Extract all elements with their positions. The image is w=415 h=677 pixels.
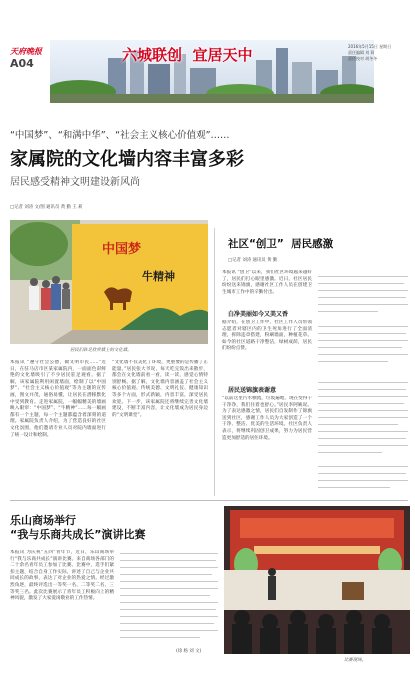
page-number: A04 — [10, 57, 34, 70]
bottom-photo-caption: 比赛现场。 — [344, 658, 366, 663]
designer-credit: 责任校对 胡冬冬 — [348, 56, 378, 61]
main-byline: □记者 刘涛 文/图 通讯员 黄 勤 王 莉 — [10, 205, 83, 210]
newspaper-logo: 天府晚报 — [10, 46, 42, 56]
section-separator — [10, 500, 408, 501]
side-subhead-2: 居民送锦旗表谢意 — [228, 387, 277, 394]
bottom-byline: (徐 杨 刘 文) — [176, 649, 202, 654]
wall-painting-text-2: 牛精神 — [142, 270, 175, 283]
photo-caption: 居民们驻足欣赏墙上的文化墙。 — [70, 348, 132, 353]
side-intro: 本报讯 “创卫”以来，我们社区环境越来越好了，居民们打心眼里感激。近日，社区居民纷纷送来锦旗，感谢社区工作人员在创建卫生城市工作中的辛勤付出。 — [222, 270, 312, 295]
speech-contest-photo — [224, 506, 410, 654]
side-subhead-1: 白净美丽如今又美又香 — [228, 311, 289, 318]
main-kicker: “中国梦”、“和满中华”、“社会主义核心价值观”…… — [10, 130, 230, 141]
section-title: 六城联创 宜居天中 — [122, 46, 253, 64]
main-body-right-column: “文化墙不仅美化了环境，更重要的是传播了正能量。”居民张大爷说，每天吃完饭出来散步，都会在文化墙前看一看，读一读，感觉心情特别舒畅。据了解，文化墙内容涵盖了社会主义核心价值观、传统美德、文明礼仪、健康知识等多个方面，形式新颖，内容丰富，深受居民欢迎。下一步，该家属院还将继续完善文化墙建设，不断丰富内容，让文化墙成为居民身边的“文明课堂”。 — [112, 360, 208, 418]
side-subsection-2-body: “以前这里污水横流，垃圾遍地，现在变得干干净净，我们住着也舒心。”居民李阿姨说。为了表达感激之情，居民们自发制作了锦旗送到社区，感谢工作人员为大家创造了一个干净、整洁、优美的生活环境。社区负责人表示，将继续巩固创卫成果，努力为居民营造更加舒适的居住环境。 — [222, 396, 312, 441]
side-byline: □记者 刘涛 通讯员 黄 勤 — [228, 258, 278, 263]
masthead — [0, 0, 415, 104]
main-headline: 家属院的文化墙内容丰富多彩 — [10, 149, 244, 170]
side-headline: 社区“创卫” 居民感激 — [228, 238, 334, 250]
bottom-headline-line-1: 乐山商场举行 — [10, 514, 76, 527]
side-subsection-1-body: 据介绍，在创卫工作中，社区工作人员带领志愿者对辖区内的卫生死角进行了全面清理，拆除违章搭建，粉刷墙面，种植花草。如今的社区道路干净整洁，绿树成荫，居民们纷纷点赞。 — [222, 320, 312, 352]
bottom-headline-line-2: “我与乐商共成长”演讲比赛 — [10, 528, 146, 541]
editor-credit: 责任编辑 刘 莉 — [348, 50, 375, 55]
bottom-body-column-2 — [120, 550, 218, 660]
main-body-left-column: 本报讯 “遵守社会公德，做文明市民……”近日，在驻马店市区某家属院内，一面面色彩鲜艳的文化墙吸引了不少居民驻足观看。据了解，该家属院利用闲置墙面，绘制了以“中国梦”、“社会主义核心价值观”等为主题的宣传画，图文并茂，通俗易懂，让居民在潜移默化中受到教育。走进家属院，一幅幅精美的墙画映入眼帘：“中国梦”、“牛精神”……每一幅画都有一个主题，每一个主题都蕴含着深刻的道理。家属院负责人介绍，为了营造良好的社区文化氛围，他们邀请专业人员对院内墙面进行了统一设计和绘制。 — [10, 360, 106, 438]
side-column-divider — [214, 228, 215, 496]
issue-date: 2016年5月15日 星期日 — [348, 44, 392, 49]
wall-painting-text-1: 中国梦 — [102, 242, 142, 257]
main-subhead: 居民感受精神文明建设新风尚 — [10, 177, 140, 188]
bottom-body-column-1: 本报讯 为庆祝“五四”青年节，近日，乐山商场举行“我与乐商共成长”演讲比赛。来自商场各部门的二十余名青年员工参加了比赛。比赛中，选手们紧扣主题，结合自身工作实际，讲述了自己与企业共同成长的故事，表达了对企业的热爱之情。经过激烈角逐，最终评选出一等奖一名、二等奖二名、三等奖三名。此次比赛展示了青年员工积极向上的精神风貌，激发了大家爱岗敬业的工作热情。 — [10, 550, 114, 602]
side-column-right-filler — [318, 270, 408, 494]
